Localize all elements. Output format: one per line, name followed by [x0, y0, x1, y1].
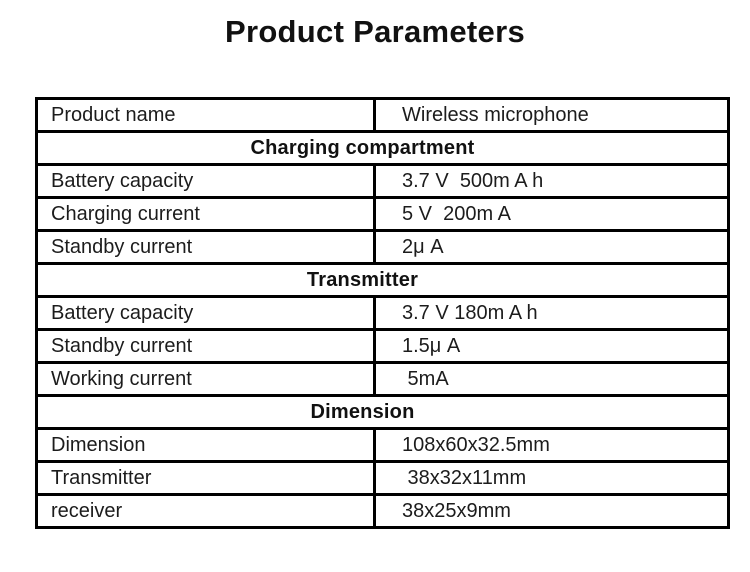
param-value: 1.5μ A [375, 330, 729, 363]
table-row [37, 330, 729, 363]
section-row [37, 264, 729, 297]
table-row [37, 429, 729, 462]
table-row [37, 198, 729, 231]
param-value: 38x25x9mm [375, 495, 729, 528]
table-row [37, 297, 729, 330]
param-label: Working current [37, 363, 375, 396]
param-value: 108x60x32.5mm [375, 429, 729, 462]
table-row [37, 363, 729, 396]
param-label: Standby current [37, 330, 375, 363]
table-row [37, 495, 729, 528]
param-value: Wireless microphone [375, 99, 729, 132]
param-value: 2μ A [375, 231, 729, 264]
param-label: Standby current [37, 231, 375, 264]
param-value: 5 V 200m A [375, 198, 729, 231]
param-label: Battery capacity [37, 297, 375, 330]
param-label: Battery capacity [37, 165, 375, 198]
param-value: 38x32x11mm [375, 462, 729, 495]
table-body [37, 99, 729, 528]
table-row [37, 231, 729, 264]
table-row [37, 99, 729, 132]
param-label: Product name [37, 99, 375, 132]
section-row [37, 132, 729, 165]
table-row [37, 165, 729, 198]
param-label: Charging current [37, 198, 375, 231]
product-parameters-table [35, 97, 730, 529]
section-row [37, 396, 729, 429]
section-header: Charging compartment [37, 132, 729, 165]
param-label: Transmitter [37, 462, 375, 495]
section-header: Dimension [37, 396, 729, 429]
param-label: Dimension [37, 429, 375, 462]
param-value: 3.7 V 500m A h [375, 165, 729, 198]
param-value: 5mA [375, 363, 729, 396]
section-header: Transmitter [37, 264, 729, 297]
param-label: receiver [37, 495, 375, 528]
page-title: Product Parameters [224, 14, 526, 49]
param-value: 3.7 V 180m A h [375, 297, 729, 330]
table-row [37, 462, 729, 495]
